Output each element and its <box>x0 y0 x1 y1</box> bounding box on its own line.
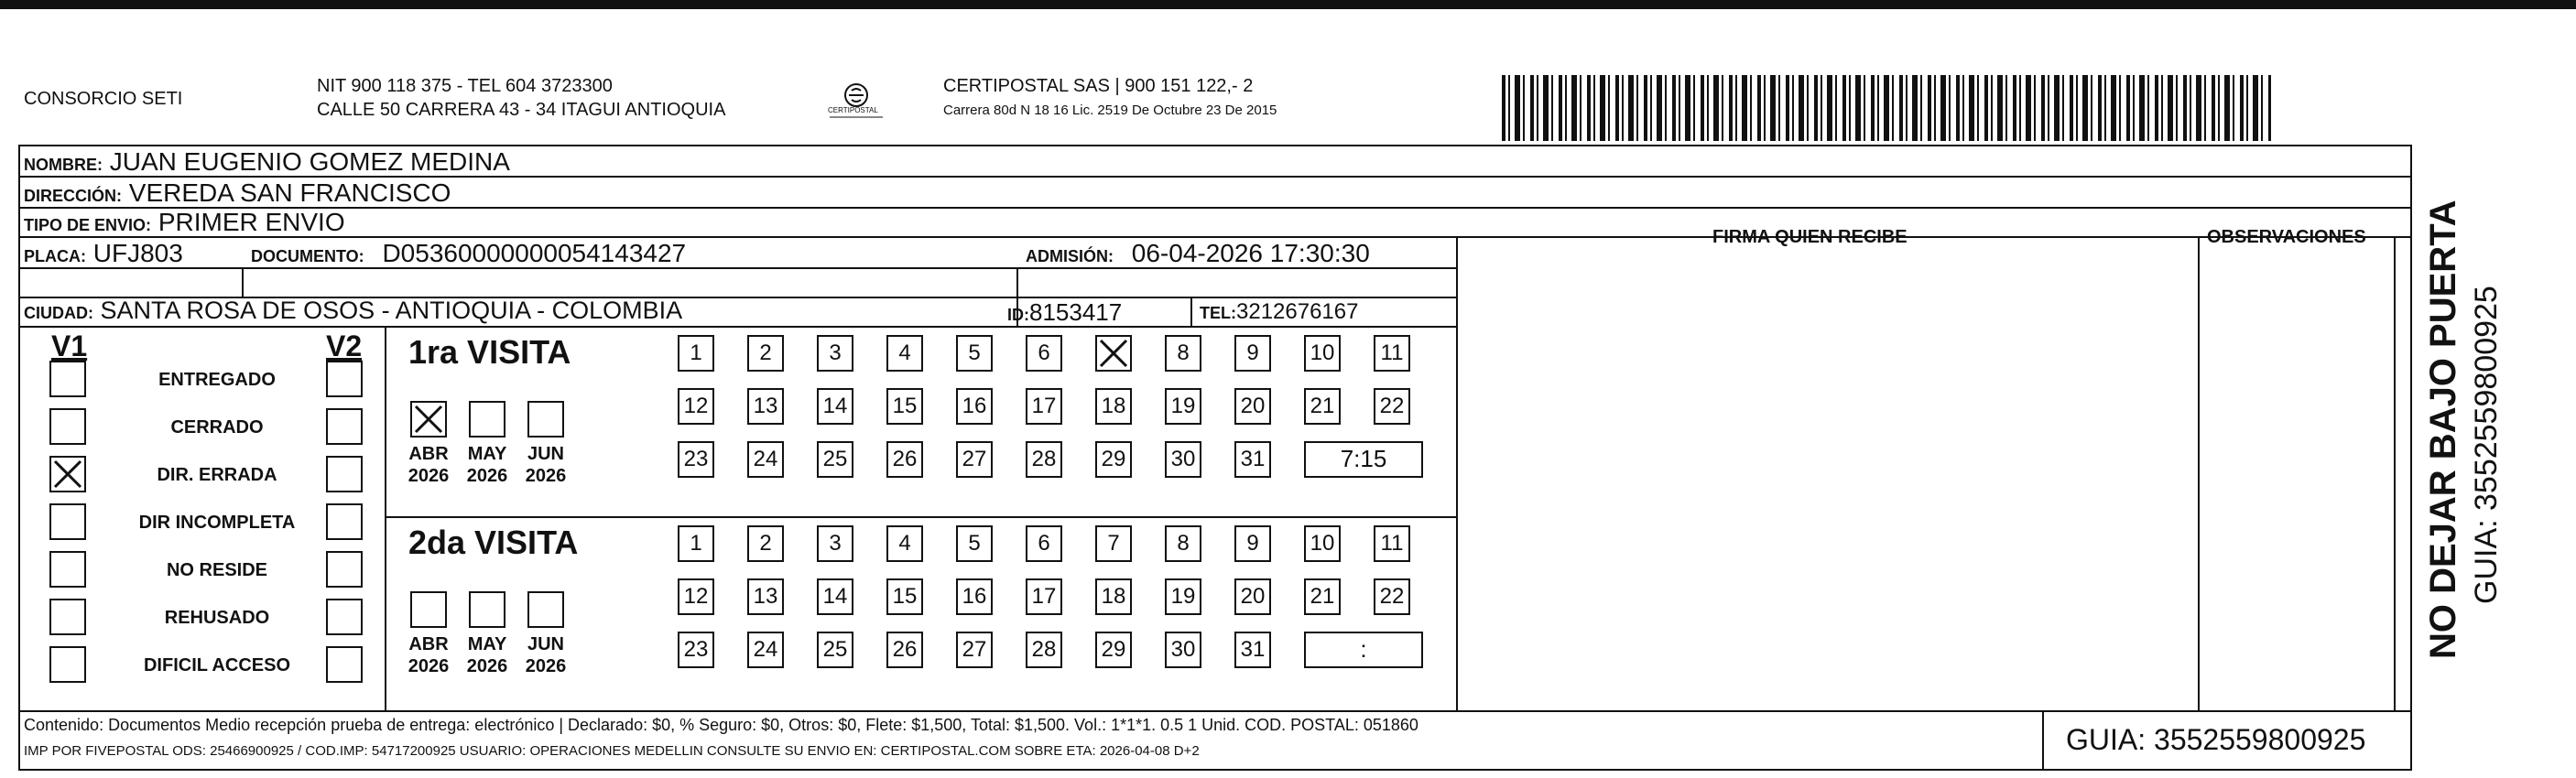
day-box[interactable]: 1 <box>678 525 714 562</box>
nit-line: NIT 900 118 375 - TEL 604 3723300 <box>317 76 613 96</box>
month-checkbox[interactable] <box>410 591 447 628</box>
day-box[interactable]: 19 <box>1165 388 1201 425</box>
day-box[interactable]: 9 <box>1234 335 1271 372</box>
ciudad-field <box>24 295 682 329</box>
day-box[interactable]: 29 <box>1095 441 1132 478</box>
day-box[interactable]: 3 <box>817 335 853 372</box>
day-box[interactable]: 20 <box>1234 388 1271 425</box>
month-name: MAY <box>467 634 507 654</box>
direccion-value: VEREDA SAN FRANCISCO <box>128 178 451 207</box>
v1-header: V1 <box>51 330 88 362</box>
v1-checkbox[interactable] <box>49 646 86 683</box>
status-label: DIR INCOMPLETA <box>138 513 296 533</box>
admision-field <box>1026 238 1370 272</box>
day-box[interactable]: 24 <box>747 441 784 478</box>
day-box[interactable]: 24 <box>747 632 784 668</box>
day-box[interactable]: 18 <box>1095 578 1132 615</box>
day-box[interactable]: 18 <box>1095 388 1132 425</box>
visit-title: 2da VISITA <box>408 524 579 561</box>
status-label: CERRADO <box>170 417 264 438</box>
id-label: ID: <box>1007 306 1029 324</box>
month-name: JUN <box>527 444 564 464</box>
day-box[interactable]: 21 <box>1304 578 1341 615</box>
day-box[interactable]: 26 <box>886 441 923 478</box>
barcode <box>1502 75 2271 141</box>
status-label: DIFICIL ACCESO <box>143 655 290 675</box>
documento-field <box>251 238 686 272</box>
month-label <box>518 633 573 677</box>
day-box[interactable]: 20 <box>1234 578 1271 615</box>
certipostal-logo <box>824 79 888 124</box>
day-box[interactable]: 4 <box>886 525 923 562</box>
v2-header: V2 <box>326 330 363 362</box>
month-label <box>518 443 573 487</box>
direccion-label: DIRECCIÓN: <box>24 187 122 205</box>
admision-value: 06-04-2026 17:30:30 <box>1131 239 1370 267</box>
day-box[interactable]: 3 <box>817 525 853 562</box>
footer-contents: Contenido: Documentos Medio recepción prueba de entrega: electrónico | Declarado: $0, % Seguro: $0, Otros: $0, Flete: $1,500, Total: $1,500. Vol.: 1*1*1. 0.5 1 Unid. COD. POSTAL: 051860 <box>24 716 1418 734</box>
day-box[interactable]: 14 <box>817 388 853 425</box>
day-box[interactable]: 22 <box>1374 578 1410 615</box>
visit-title: 1ra VISITA <box>408 333 571 371</box>
day-box[interactable]: 10 <box>1304 525 1341 562</box>
month-year: 2026 <box>525 466 567 486</box>
day-box[interactable]: 16 <box>956 578 993 615</box>
month-name: JUN <box>527 634 564 654</box>
placa-value: UFJ803 <box>92 239 183 267</box>
day-box[interactable]: 19 <box>1165 578 1201 615</box>
status-label: REHUSADO <box>164 608 270 628</box>
day-box[interactable]: 5 <box>956 525 993 562</box>
tel-label: TEL: <box>1200 304 1236 322</box>
observaciones-column-header: OBSERVACIONES <box>2207 227 2366 247</box>
day-box[interactable]: 2 <box>747 335 784 372</box>
day-box[interactable]: 28 <box>1026 441 1062 478</box>
month-label <box>460 633 515 677</box>
day-box[interactable]: 25 <box>817 632 853 668</box>
day-box[interactable]: 26 <box>886 632 923 668</box>
month-label <box>460 443 515 487</box>
tipo-label: TIPO DE ENVIO: <box>24 216 152 234</box>
time-box[interactable]: 7:15 <box>1304 441 1423 478</box>
ciudad-value: SANTA ROSA DE OSOS - ANTIOQUIA - COLOMBIA <box>100 297 683 324</box>
id-value: 8153417 <box>1029 298 1123 326</box>
tel-field <box>1200 297 1358 329</box>
nombre-value: JUAN EUGENIO GOMEZ MEDINA <box>109 147 510 176</box>
v1-checkbox[interactable] <box>49 456 86 492</box>
top-border-line <box>0 0 2576 9</box>
month-checkbox[interactable] <box>410 401 447 438</box>
v2-checkbox[interactable] <box>326 408 363 445</box>
day-box[interactable]: 21 <box>1304 388 1341 425</box>
v1-checkbox[interactable] <box>49 503 86 540</box>
footer-print-info: IMP POR FIVEPOSTAL ODS: 25466900925 / COD.IMP: 54717200925 USUARIO: OPERACIONES MEDELLIN CONSULTE SU ENVIO EN: CERTIPOSTAL.COM SOBRE ETA: 2026-04-08 D+2 <box>24 743 1200 759</box>
day-box[interactable]: 7 <box>1095 525 1132 562</box>
v2-checkbox[interactable] <box>326 646 363 683</box>
day-box[interactable]: 31 <box>1234 441 1271 478</box>
day-box[interactable]: 13 <box>747 388 784 425</box>
day-box[interactable]: 12 <box>678 388 714 425</box>
month-checkbox[interactable] <box>527 401 564 438</box>
month-checkbox[interactable] <box>527 591 564 628</box>
logo-text: CERTIPOSTAL <box>828 106 878 114</box>
month-label <box>401 443 456 487</box>
day-box[interactable]: 15 <box>886 578 923 615</box>
day-box[interactable]: 4 <box>886 335 923 372</box>
month-name: ABR <box>408 444 449 464</box>
time-box[interactable]: : <box>1304 632 1423 668</box>
footer-guia: GUIA: 3552559800925 <box>2066 723 2366 756</box>
placa-field <box>24 238 183 272</box>
nombre-row <box>24 146 510 180</box>
nombre-label: NOMBRE: <box>24 156 103 174</box>
side-guia: GUIA: 3552559800925 <box>2469 286 2504 604</box>
documento-value: D05360000000054143427 <box>382 239 687 267</box>
footer-line <box>18 710 2412 712</box>
month-name: MAY <box>467 444 507 464</box>
day-box[interactable]: 6 <box>1026 335 1062 372</box>
day-box[interactable]: 25 <box>817 441 853 478</box>
status-label: ENTREGADO <box>158 370 276 390</box>
v1-checkbox[interactable] <box>49 599 86 635</box>
tipo-value: PRIMER ENVIO <box>158 208 345 236</box>
day-box[interactable]: 1 <box>678 335 714 372</box>
day-box[interactable]: 16 <box>956 388 993 425</box>
v2-checkbox[interactable] <box>326 456 363 492</box>
visit-divider-line <box>385 516 1456 518</box>
day-box[interactable]: 23 <box>678 441 714 478</box>
v2-checkbox[interactable] <box>326 551 363 588</box>
v1-checkbox[interactable] <box>49 408 86 445</box>
month-label <box>401 633 456 677</box>
v2-checkbox[interactable] <box>326 361 363 397</box>
right-column-line <box>2394 236 2396 710</box>
tel-value: 3212676167 <box>1236 299 1359 324</box>
company-name: CONSORCIO SETI <box>24 89 183 109</box>
day-box[interactable]: 6 <box>1026 525 1062 562</box>
day-box[interactable]: 11 <box>1374 335 1410 372</box>
placa-label: PLACA: <box>24 247 86 265</box>
month-name: ABR <box>408 634 449 654</box>
status-label: DIR. ERRADA <box>157 465 277 485</box>
footer-guia-divider <box>2042 710 2044 771</box>
day-box[interactable]: 17 <box>1026 388 1062 425</box>
admision-label: ADMISIÓN: <box>1026 247 1114 265</box>
day-box[interactable]: 9 <box>1234 525 1271 562</box>
license-line: Carrera 80d N 18 16 Lic. 2519 De Octubre 23 De 2015 <box>943 103 1277 118</box>
id-field <box>1007 297 1122 330</box>
day-box[interactable]: 30 <box>1165 632 1201 668</box>
day-box[interactable]: 14 <box>817 578 853 615</box>
status-label: NO RESIDE <box>166 560 268 580</box>
month-checkbox[interactable] <box>469 591 505 628</box>
day-box[interactable]: 8 <box>1165 525 1201 562</box>
day-box[interactable]: 31 <box>1234 632 1271 668</box>
day-box[interactable]: 11 <box>1374 525 1410 562</box>
observations-column-line <box>2198 236 2200 710</box>
day-box[interactable]: 30 <box>1165 441 1201 478</box>
day-box[interactable]: 15 <box>886 388 923 425</box>
day-box[interactable]: 12 <box>678 578 714 615</box>
signature-column-line <box>1456 236 1458 710</box>
day-box[interactable]: 10 <box>1304 335 1341 372</box>
day-box[interactable]: 29 <box>1095 632 1132 668</box>
certipostal-line: CERTIPOSTAL SAS | 900 151 122,- 2 <box>943 76 1254 96</box>
tipo-row <box>24 207 345 241</box>
month-year: 2026 <box>466 466 508 486</box>
documento-label: DOCUMENTO: <box>251 247 364 265</box>
address-line: CALLE 50 CARRERA 43 - 34 ITAGUI ANTIOQUIA <box>317 100 726 120</box>
day-box[interactable]: 2 <box>747 525 784 562</box>
month-year: 2026 <box>466 656 508 676</box>
placa-divider <box>242 267 244 297</box>
day-box[interactable]: 17 <box>1026 578 1062 615</box>
ciudad-label: CIUDAD: <box>24 304 93 322</box>
v1-checkbox[interactable] <box>49 551 86 588</box>
month-year: 2026 <box>408 466 450 486</box>
day-box[interactable]: 28 <box>1026 632 1062 668</box>
v2-checkbox[interactable] <box>326 599 363 635</box>
day-box[interactable]: 22 <box>1374 388 1410 425</box>
day-box[interactable]: 13 <box>747 578 784 615</box>
day-box[interactable]: 27 <box>956 441 993 478</box>
day-box[interactable]: 8 <box>1165 335 1201 372</box>
day-box[interactable]: 23 <box>678 632 714 668</box>
v1-checkbox[interactable] <box>49 361 86 397</box>
v2-checkbox[interactable] <box>326 503 363 540</box>
tel-divider <box>1190 297 1192 326</box>
day-box[interactable]: 27 <box>956 632 993 668</box>
month-year: 2026 <box>408 656 450 676</box>
day-box[interactable]: 5 <box>956 335 993 372</box>
day-box-marked[interactable] <box>1095 335 1132 372</box>
visits-left-line <box>385 326 386 710</box>
no-dejar-bajo-puerta: NO DEJAR BAJO PUERTA <box>2423 200 2463 659</box>
month-checkbox[interactable] <box>469 401 505 438</box>
firma-column-header: FIRMA QUIEN RECIBE <box>1712 227 1908 247</box>
month-year: 2026 <box>525 656 567 676</box>
